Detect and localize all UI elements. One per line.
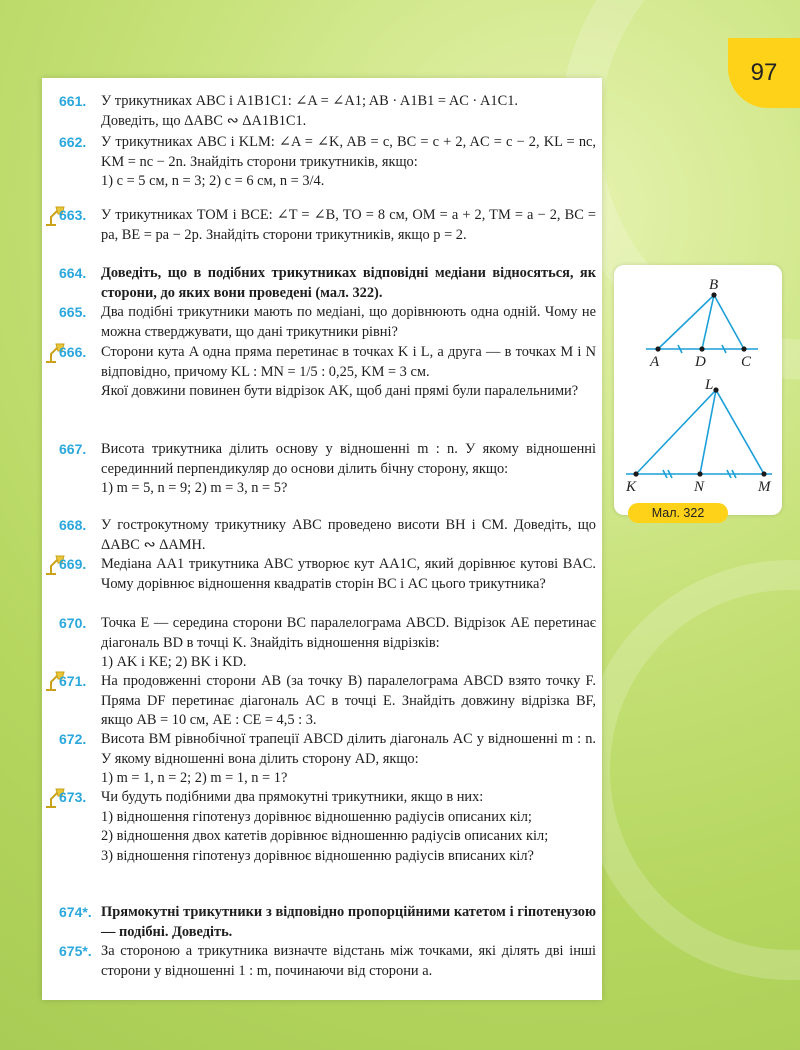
problem-number: 670. (59, 615, 87, 631)
median-ln (700, 390, 716, 474)
problem-text: У трикутниках ABC і A1B1C1: ∠A = ∠A1; AB · A1B1 = AC · A1C1. Доведіть, що ΔABC ∾ ΔA1B1C1. (101, 93, 518, 129)
problem-text: На продовженні сторони AB (за точку B) паралелограма ABCD взято точку F. Пряма DF перетинає діагональ AC в точці E. Знайдіть довжину відрізка BF, якщо AB = 10 см, AE : CE = 4,5 : 3. (101, 673, 596, 728)
point-b (711, 292, 716, 297)
problem-number: 672. (59, 731, 87, 747)
problem-text: Чи будуть подібними два прямокутні трикутники, якщо в них: 1) відношення гіпотенуз дорівнює відношенню радіусів описаних кіл; 2) відношення двох катетів дорівнює відношенню радіусів описаних кіл; 3) відношення гіпотенуз дорівнює відношенню радіусів вписаних кіл? (101, 789, 549, 864)
figure-322 (614, 265, 782, 515)
problem-663 (48, 206, 596, 245)
problem-text: Висота трикутника ділить основу у відношенні m : n. У якому відношенні серединний перпендикуляр до основи ділить бічну сторону, якщо: 1) m = 5, n = 9; 2) m = 3, n = 5? (101, 441, 596, 496)
problem-661 (48, 92, 596, 131)
problem-666 (48, 343, 596, 402)
problem-text: Два подібні трикутники мають по медіані, що дорівнюють одна одній. Чому не можна стверджувати, що дані трикутники рівні? (101, 304, 596, 340)
problem-667 (48, 440, 596, 499)
label-b: B (709, 277, 719, 293)
problem-number: 668. (59, 517, 87, 533)
problem-text: Прямокутні трикутники з відповідно пропорційними катетом і гіпотенузою — подібні. Доведіть. (101, 904, 596, 940)
label-d: D (695, 354, 706, 370)
problem-number: 665. (59, 304, 87, 320)
problem-number: 673. (59, 789, 87, 805)
problem-665 (48, 303, 596, 342)
figure-caption: Мал. 322 (628, 503, 728, 523)
label-n: N (694, 479, 705, 495)
problem-number: 667. (59, 441, 87, 457)
problem-672 (48, 730, 596, 789)
problem-671 (48, 672, 596, 731)
problem-number: 661. (59, 93, 87, 109)
point-a (655, 346, 660, 351)
problem-text: У трикутниках ABC і KLM: ∠A = ∠K, AB = c, BC = c + 2, AC = c − 2, KL = nc, KM = nc − 2n. Знайдіть сторони трикутників, якщо: 1) c = 5 см, n = 3; 2) c = 6 см, n = 3/4. (101, 134, 596, 189)
point-l (713, 387, 718, 392)
problem-text: Висота BM рівнобічної трапеції ABCD ділить діагональ AC у відношенні m : n. У якому відношенні вона ділить сторону AD, якщо: 1) m = 1, n = 2; 2) m = 1, n = 1? (101, 731, 596, 786)
problem-text: У гострокутному трикутнику ABC проведено висоти BH і CM. Доведіть, що ΔABC ∾ ΔAMH. (101, 517, 596, 553)
label-l: L (705, 377, 714, 393)
problem-text: За стороною a трикутника визначте відстань між точками, які ділять дві інші сторони у відношенні 1 : m, починаючи від сторони a. (101, 943, 596, 979)
median-bd (702, 295, 714, 349)
problem-number: 663. (59, 207, 87, 223)
problem-number: 674*. (59, 904, 92, 920)
problem-662 (48, 133, 596, 192)
triangle-abc (658, 295, 744, 349)
point-n (697, 471, 702, 476)
problem-number: 671. (59, 673, 87, 689)
point-k (633, 471, 638, 476)
point-d (699, 346, 704, 351)
problem-text: Доведіть, що в подібних трикутниках відповідні медіани відносяться, як сторони, до яких вони проведені (мал. 322). (101, 265, 596, 301)
label-a: A (650, 354, 660, 370)
problem-675 (48, 942, 596, 981)
problem-670 (48, 614, 596, 673)
point-c (741, 346, 746, 351)
problem-text: Сторони кута A одна пряма перетинає в точках K і L, а друга — в точках M і N відповідно, причому KL : MN = 1/5 : 0,25, KM = 3 см. Якої довжини повинен бути відрізок AK, щоб дані прямі були паралельними? (101, 344, 596, 399)
problem-664 (48, 264, 596, 303)
problem-674 (48, 903, 596, 942)
page-number: 97 (728, 38, 800, 108)
label-k: K (626, 479, 637, 495)
problem-number: 669. (59, 556, 87, 572)
label-c: C (741, 354, 752, 370)
problem-number: 666. (59, 344, 87, 360)
problem-text: У трикутниках TOM і BCE: ∠T = ∠B, TO = 8 см, OM = a + 2, TM = a − 2, BC = pa, BE = pa − 2p. Знайдіть сторони трикутників, якщо p = 2. (101, 207, 596, 243)
problem-text: Точка E — середина сторони BC паралелограма ABCD. Відрізок AE перетинає діагональ BD в точці K. Знайдіть відношення відрізків: 1) AK і KE; 2) BK і KD. (101, 615, 596, 670)
background-decoration (580, 560, 800, 980)
problem-668 (48, 516, 596, 555)
triangles-diagram (614, 265, 782, 515)
label-m: M (758, 479, 771, 495)
problem-number: 664. (59, 265, 87, 281)
triangle-klm (636, 390, 764, 474)
point-m (761, 471, 766, 476)
problem-669 (48, 555, 596, 594)
problem-673 (48, 788, 596, 866)
problem-number: 662. (59, 134, 87, 150)
problem-text: Медіана AA1 трикутника ABC утворює кут AA1C, який дорівнює кутові BAC. Чому дорівнює відношення квадратів сторін BC і AC цього трикутника? (101, 556, 596, 592)
problem-number: 675*. (59, 943, 92, 959)
